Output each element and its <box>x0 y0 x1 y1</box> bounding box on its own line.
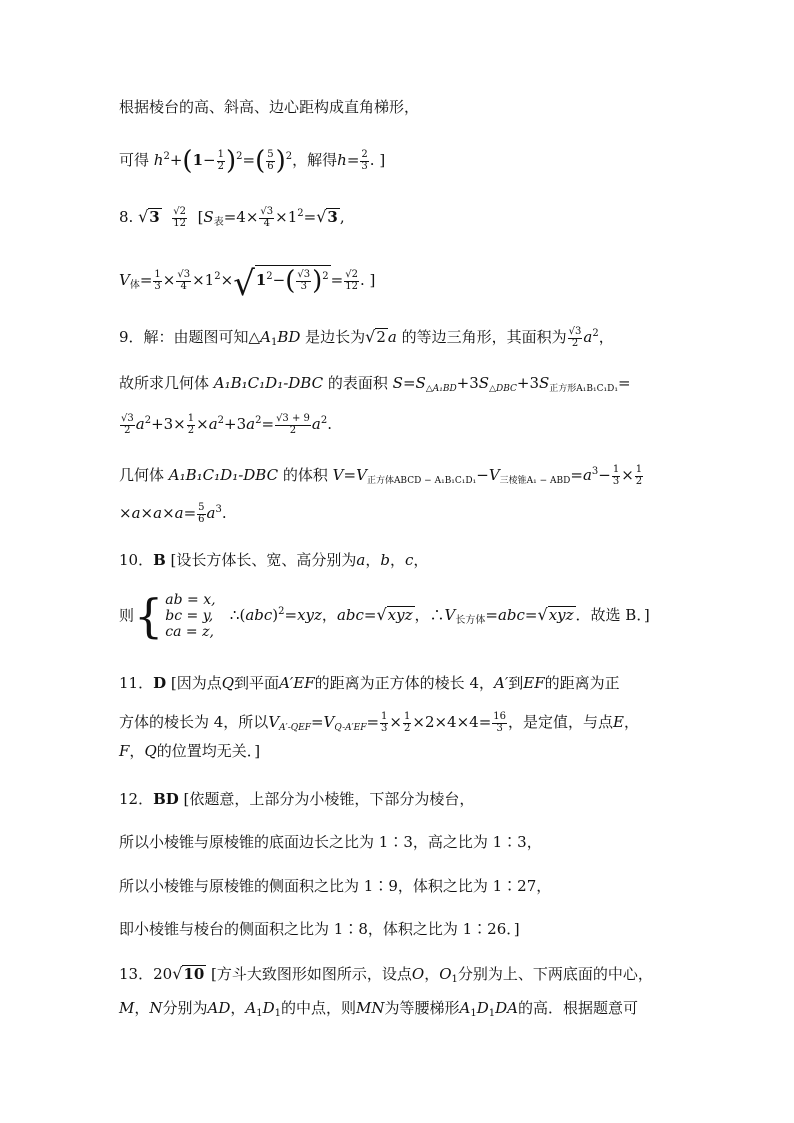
text-line: M，N分别为AD，$A_1D_1$的中点，则MN为等腰梯形$A_1D_1DA$的高．根据题意可 <box>119 999 639 1019</box>
fraction: $\frac{2}{3}$ <box>361 149 368 172</box>
text-line <box>119 100 419 115</box>
equation-line: 方体的棱长为 4，所以$V_{A'-QEF}=V_{Q-A'EF}=$ $\frac{1}{3}$ × $\frac{1}{2}$ ×2×4×4= $\frac{16}{3}$ ，是定值，与点E， <box>119 711 639 734</box>
equation-line: 几何体 A₁B₁C₁D₁-DBC 的体积 $V=V_{正方体ABCD - A_1B_1C_1D_1}-V_{三棱锥A_1 - ABD}=a^3-$ $\frac{1}{3}$ × $\frac{1}{2}$ <box>119 464 643 487</box>
answer-11: 11．D [因为点Q到平面A′EF的距离为正方体的棱长 4，A′到EF的距离为正 <box>119 674 620 692</box>
number: 1 <box>192 151 204 169</box>
right-paren: ) <box>225 146 237 176</box>
answer-choice: BD <box>153 790 179 808</box>
text: 根据棱台的高、斜高、边心距构成直角梯形， <box>119 98 420 116</box>
fraction: $\frac{1}{2}$ <box>217 149 224 172</box>
exponent: 2 <box>163 151 170 162</box>
text: 可得 <box>119 151 150 169</box>
text-line: F，Q的位置均无关．] <box>119 742 261 760</box>
text-line: 即小棱锥与棱台的侧面积之比为 1∶8，体积之比为 1∶26．] <box>119 920 520 938</box>
equation-system: ab = x, bc = y, ca = z, <box>165 592 216 640</box>
equation-line: 故所求几何体 A₁B₁C₁D₁-DBC 的表面积 $S=S_{\triangle A_1BD}+3S_{\triangle DBC}+3S_{正方形A_1B_1C_1D_1}=$ <box>119 374 631 394</box>
equation-line: $\frac{√3}{2}$ $a^2+3\times$ $\frac{1}{2}$ $\times a^2+3a^2=$ $\frac{√3 + 9}{2}$ $a^2$. <box>121 413 333 436</box>
answer-12: 12．BD [依题意，上部分为小棱锥，下部分为棱台， <box>119 790 475 808</box>
operator: + <box>169 151 183 169</box>
question-number: 8. <box>119 208 134 226</box>
left-paren: ( <box>182 146 193 176</box>
equation-line: 可得 $h^2+(1-$ $\frac{1}{2}$ )$^2$=( $\frac{5}{6}$ )$^2$，解得h= $\frac{2}{3}$ . ] <box>119 146 386 176</box>
answer-choice: B <box>153 551 166 569</box>
equation-line: $V_体=$ $\frac{1}{3}$ × $\frac{√3}{4}$ $\times 1^2\times√1^2-$( $\frac{√3}{3}$ )$^2$ = $\frac{√2}{12}$ . ] <box>119 264 376 304</box>
equation-line: 则{ ab = x, bc = y, ca = z, ∴(abc)$^2$=xyz，abc=√xyz ，$\therefore V_{长方体}=abc=√xyz$ ．故选 B．] <box>119 589 650 643</box>
answer-8: 8. √3 $\frac{√2}{12}$ [$S_表=4\times$ $\frac{√3}{4}$ $\times 1^2=√3$ , <box>119 206 345 229</box>
sqrt-symbol: √ <box>233 264 255 304</box>
answer-9: 9．解：由题图可知$\triangle A_1BD$ 是边长为√2 a 的等边三角形，其面积为 $\frac{√3}{2}$ $a^2$， <box>119 326 614 349</box>
sqrt-symbol: √ <box>138 207 149 226</box>
fraction: $\frac{5}{6}$ <box>267 149 274 172</box>
var-h: h <box>153 151 164 169</box>
radicand: $1^2-$( $\frac{√3}{3}$ )$^2$ <box>255 266 329 296</box>
answer-choice: D <box>153 674 167 692</box>
text-line: 所以小棱锥与原棱锥的侧面积之比为 1∶9，体积之比为 1∶27， <box>119 877 552 895</box>
text-line: 所以小棱锥与原棱锥的底面边长之比为 1∶3，高之比为 1∶3， <box>119 833 542 851</box>
answer-13: 13．20√10 [方斗大致图形如图所示，设点O，$O_1$分别为上、下两底面的中心， <box>119 964 653 985</box>
equation-line: ×a×a×a= $\frac{5}{6}$ $a^3$. <box>119 502 227 525</box>
left-brace: { <box>134 589 164 643</box>
fraction: $\frac{√2}{12}$ <box>173 206 187 229</box>
answer-10: 10．B [设长方体长、宽、高分别为a，b，c， <box>119 551 429 569</box>
radicand: 3 <box>149 208 160 226</box>
operator: − <box>203 151 216 169</box>
